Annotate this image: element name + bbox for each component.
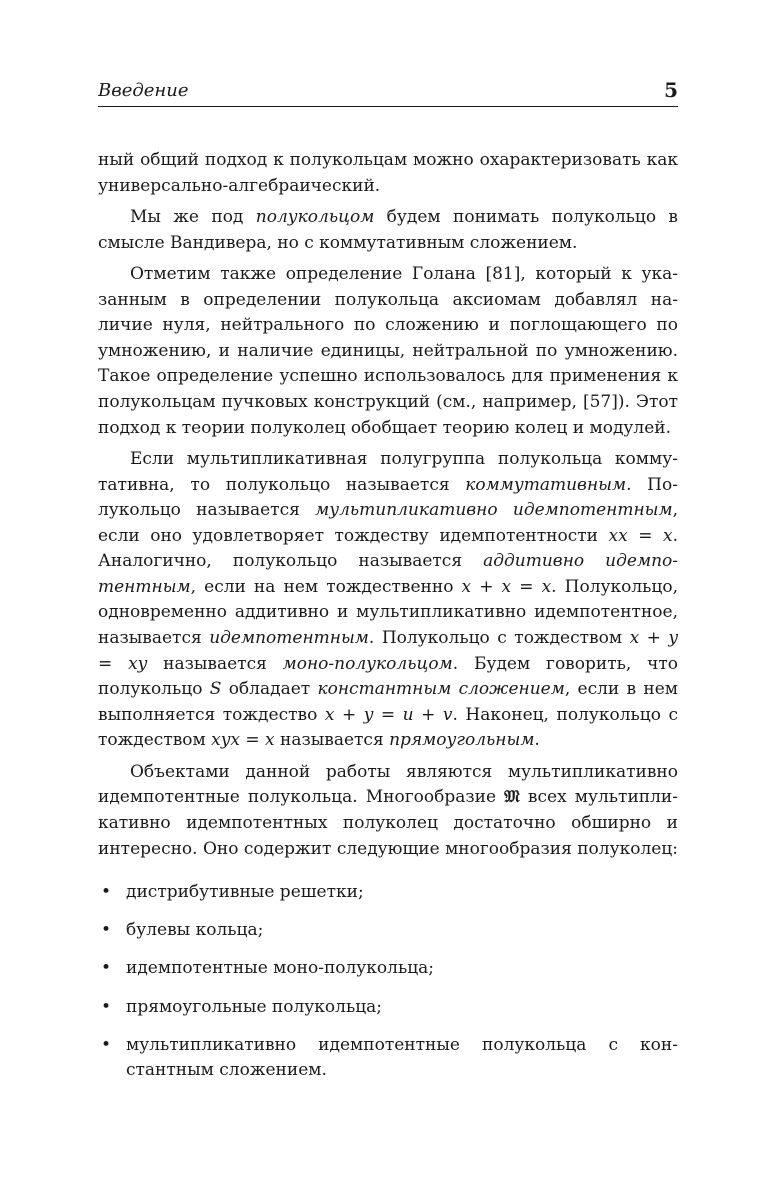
term-add-idempotent: аддитивно идемпотентным [98, 551, 678, 597]
bullet-icon: • [101, 920, 112, 941]
formula-rectangular: xyx = x [211, 730, 275, 751]
term-idempotent: идемпотентным [209, 628, 369, 649]
term-commutative: коммутативным [465, 474, 627, 495]
paragraph-2: Мы же под полукольцом будем понимать полукольцо в смысле Вандивера, но с коммутативным сложением. [98, 206, 678, 253]
list-item: • прямоугольные полукольца; [98, 995, 678, 1021]
bullet-icon: • [101, 996, 112, 1017]
bullet-icon: • [101, 1034, 112, 1055]
formula-constant-addition: x + y = u + v [324, 704, 453, 725]
term-constant-addition: константным сложением [317, 679, 565, 700]
list-item: • булевы кольца; [98, 918, 678, 944]
varieties-list [98, 880, 678, 1084]
term-polukolco: полукольцом [255, 206, 375, 227]
bullet-icon: • [101, 958, 112, 979]
running-header [98, 78, 678, 107]
chapter-title: Введение [98, 80, 189, 101]
variety-symbol: 𝔐 [504, 787, 520, 808]
formula-mono: x + y = xy [98, 628, 679, 674]
symbol-s: S [209, 679, 222, 700]
list-item: • дистрибутивные решетки; [98, 880, 678, 906]
page-number: 5 [664, 78, 678, 102]
bullet-icon: • [101, 882, 112, 903]
paragraph-4: Если мультипликативная полугруппа полукольца коммутативна, то полукольцо называется коммутативным. Полукольцо называется мультипликативно идемпотентным, если оно удовлетворяет тождеству идемпотентности xx = x. Аналогично, полукольцо называется аддитивно идемпотентным, если на нем тождественно x + x = x. Полукольцо, одновременно аддитивно и мультипликативно идемпотентное, называется идемпотентным. Полукольцо с тождеством x + y = xy называется моно-полукольцом. Будем говорить, что полукольцо S обладает константным сложением, если в нем выполняется тождество x + y = u + v. Наконец, полукольцо с тождеством xyx = x называется прямоугольным. [98, 448, 679, 751]
paragraph-1: ный общий подход к полукольцам можно охарактеризовать как универсально-алгебраический. [98, 150, 678, 196]
list-item: • мультипликативно идемпотентные полукольца с константным сложением. [101, 1034, 678, 1081]
formula-idempotence: xx = x [608, 525, 673, 546]
paragraph-5: Объектами данной работы являются мультипликативно идемпотентные полукольца. Многообразие 𝔐 всех мультипликативно идемпотентных полуколец достаточно обширно и интересно. Оно содержит следующие многообразия полуколец: [98, 761, 679, 859]
body-text [98, 148, 678, 1096]
term-mult-idempotent: мультипликативно идемпотентным [315, 500, 673, 521]
list-item: • идемпотентные моно-полукольца; [98, 956, 678, 982]
paragraph-3: Отметим также определение Голана [81], который к указанным в определении полукольца аксиомам добавлял наличие нуля, нейтрального по сложению и поглощающего по умножению, и наличие единицы, нейтральной по умножению. Такое определение успешно использовалось для применения к полукольцам пучковых конструкций (см., например, [57]). Этот подход к теории полуколец обобщает теорию колец и модулей. [98, 263, 678, 438]
formula-add-idempotence: x + x = x [461, 576, 552, 597]
term-rectangular: прямоугольным [389, 730, 535, 751]
term-mono-semiring: моно-полукольцом [282, 653, 453, 674]
